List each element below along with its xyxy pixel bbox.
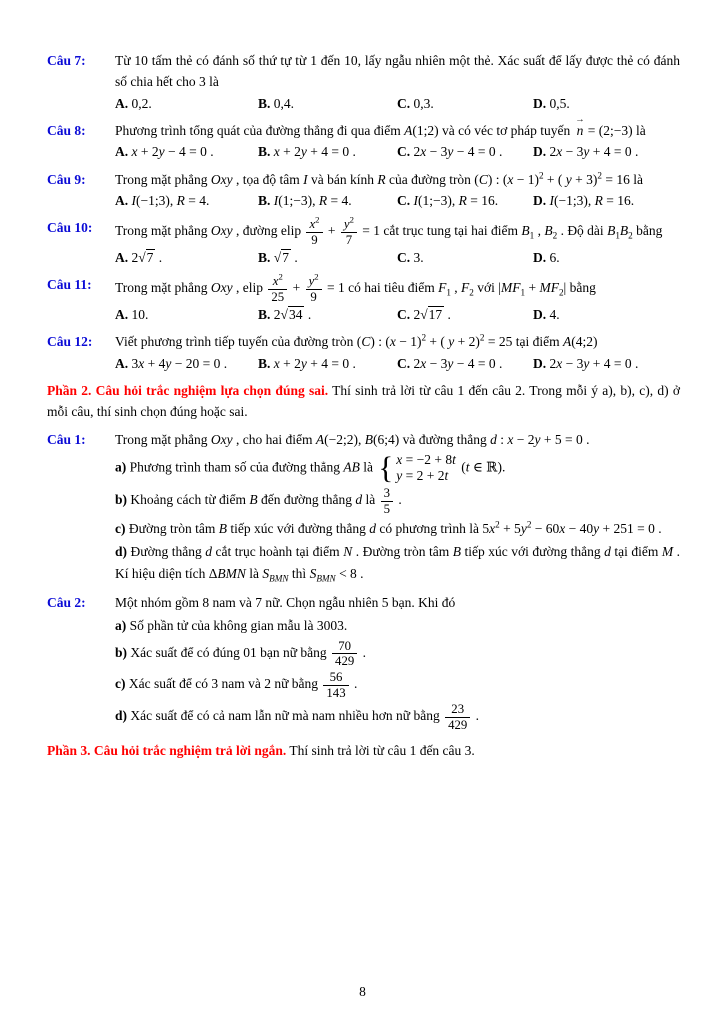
question-8-options	[115, 141, 680, 162]
question-11-stem: Trong mặt phẳng Oxy , elip $\frac{x^2}{25}$ + $\frac{y^2}{9}$ = 1 có hai tiêu điểm $F_1$ , $F_2$ với $|MF_1 + MF_2|$ bằng	[115, 272, 596, 304]
question-8-option-c: C. 2x − 3y − 4 = 0 .	[397, 144, 503, 160]
page-number: 8	[359, 983, 366, 999]
part2-question-1-item-a: a) Phương trình tham số của đường thẳng AB là { x = −2 + 8t y = 2 + 2t (t ∈ ℝ).	[115, 450, 506, 486]
part2-title: Phần 2. Câu hỏi trắc nghiệm lựa chọn đúng sai.	[47, 383, 329, 399]
part2-question-1-stem: Trong mặt phẳng Oxy , cho hai điểm A(−2;2), B(6;4) và đường thẳng d : x − 2y + 5 = 0 .	[115, 431, 590, 447]
question-9-option-b: B. I(1;−3), R = 4.	[258, 192, 352, 208]
question-7-label: Câu 7:	[47, 53, 86, 68]
part2-heading	[47, 380, 680, 423]
part2-question-2-body	[115, 592, 680, 734]
part3-title: Phần 3. Câu hỏi trắc nghiệm trả lời ngắn.	[47, 742, 287, 758]
question-7-stem: Từ 10 tấm thẻ có đánh số thứ tự từ 1 đến 10, lấy ngẫu nhiên một thẻ. Xác suất để lấy được thẻ có đánh số chia hết cho 3 là	[115, 53, 680, 90]
question-10-option-b: B. √7 .	[258, 250, 298, 266]
question-11-option-d: D. 4.	[533, 307, 560, 323]
question-7-body	[115, 50, 680, 114]
question-9-body	[115, 169, 680, 212]
question-12-option-c: C. 2x − 3y − 4 = 0 .	[397, 355, 503, 371]
question-7-option-b: B. 0,4.	[258, 95, 295, 111]
question-9-option-d: D. I(−1;3), R = 16.	[533, 192, 635, 208]
part2-question-2-item-c: c) Xác suất để có 3 nam và 2 nữ bằng $\frac{56}{143}$ .	[115, 670, 358, 700]
part2-question-2	[47, 592, 680, 734]
question-12-stem: Viết phương trình tiếp tuyến của đường tròn (C) : $(x - 1)^2$ + ( y + 2)$^2$ = 25 tại điểm A(4;2)	[115, 332, 598, 350]
question-12-option-a: A. 3x + 4y − 20 = 0 .	[115, 355, 228, 371]
question-10-option-a: A. 2√7 .	[115, 250, 163, 266]
question-12-body	[115, 331, 680, 374]
question-7-option-c: C. 0,3.	[397, 95, 434, 111]
question-10-option-c: C. 3.	[397, 250, 424, 266]
question-8-option-d: D. 2x − 3y + 4 = 0 .	[533, 144, 639, 160]
question-8	[47, 120, 680, 163]
question-7	[47, 50, 680, 114]
question-8-option-b: B. x + 2y + 4 = 0 .	[258, 144, 356, 160]
part2-question-2-stem: Một nhóm gồm 8 nam và 7 nữ. Chọn ngẫu nhiên 5 bạn. Khi đó	[115, 595, 456, 611]
part3-instructions: Thí sinh trả lời từ câu 1 đến câu 3.	[286, 742, 475, 758]
question-11-options	[115, 304, 680, 325]
question-7-options	[115, 93, 680, 114]
part2-question-2-item-a: a) Số phần tử của không gian mẫu là 3003.	[115, 618, 348, 634]
question-11-option-a: A. 10.	[115, 307, 149, 323]
question-9-option-a: A. I(−1;3), R = 4.	[115, 192, 210, 208]
part2-question-1-item-c: c) Đường tròn tâm B tiếp xúc với đường thẳng d có phương trình là $5x^2 + 5y^2 - 60x - 40y + 251 = 0$ .	[115, 519, 662, 537]
part2-question-1-item-b: b) Khoảng cách từ điểm B đến đường thẳng d là $\frac{3}{5}$ .	[115, 486, 402, 516]
question-10-option-d: D. 6.	[533, 250, 560, 266]
question-12	[47, 331, 680, 374]
part2-question-2-item-b: b) Xác suất để có đúng 01 bạn nữ bằng $\frac{70}{429}$ .	[115, 638, 366, 669]
question-8-option-a: A. x + 2y − 4 = 0 .	[115, 144, 214, 160]
question-9-label: Câu 9:	[47, 171, 86, 187]
question-7-option-d: D. 0,5.	[533, 95, 570, 111]
question-11	[47, 274, 680, 325]
question-11-option-c: C. 2√17 .	[397, 307, 451, 323]
question-7-option-a: A. 0,2.	[115, 95, 152, 111]
question-9-stem: Trong mặt phẳng Oxy , tọa độ tâm I và bán kính R của đường tròn (C) : $(x - 1)^2$ + ( y + 3)$^2$ = 16 là	[115, 170, 643, 187]
question-12-options	[115, 353, 680, 374]
question-8-stem: Phương trình tổng quát của đường thẳng đi qua điểm A(1;2) và có véc tơ pháp tuyến → n = (2;−3) là	[115, 120, 680, 141]
question-8-label: Câu 8:	[47, 122, 86, 138]
question-10-stem: Trong mặt phẳng Oxy , đường elip $\frac{x^2}{9}$ + $\frac{y^2}{7}$ = 1 cắt trục tung tại hai điểm $B_1$ , $B_2$ . Độ dài $B_1B_2$ bằng	[115, 215, 663, 247]
question-9-options	[115, 190, 680, 211]
question-11-label: Câu 11:	[47, 277, 92, 293]
question-10-options	[115, 247, 680, 268]
question-12-option-d: D. 2x − 3y + 4 = 0 .	[533, 355, 639, 371]
question-11-body	[115, 274, 680, 325]
question-11-option-b: B. 2√34 .	[258, 307, 312, 323]
part3-heading	[47, 740, 680, 761]
question-10-body	[115, 217, 680, 268]
question-12-label: Câu 12:	[47, 334, 93, 350]
part2-question-2-label: Câu 2:	[47, 595, 86, 611]
question-12-option-b: B. x + 2y + 4 = 0 .	[258, 355, 356, 371]
part2-question-1-item-d: d) Đường thẳng d cắt trục hoành tại điểm N . Đường tròn tâm B tiếp xúc với đường thẳng d tại điểm M . Kí hiệu diện tích ΔBMN là $S_{BMN}$ thì $S_{BMN} < 8$ .	[115, 544, 681, 584]
question-8-body	[115, 120, 680, 163]
part2-instructions: Thí sinh trả lời từ câu 1 đến câu 2. Trong mỗi ý a), b), c), d) ở mỗi câu, thí sinh chọn đúng hoặc sai.	[47, 383, 681, 420]
part2-question-1-body	[115, 429, 680, 586]
part2-question-2-item-d: d) Xác suất để có cả nam lẫn nữ mà nam nhiều hơn nữ bằng $\frac{23}{429}$ .	[115, 702, 480, 732]
question-10-label: Câu 10:	[47, 220, 93, 236]
part2-question-1-label: Câu 1:	[47, 431, 86, 447]
part2-question-1	[47, 429, 680, 586]
question-9	[47, 169, 680, 212]
question-9-option-c: C. I(1;−3), R = 16.	[397, 192, 499, 208]
question-10	[47, 217, 680, 268]
